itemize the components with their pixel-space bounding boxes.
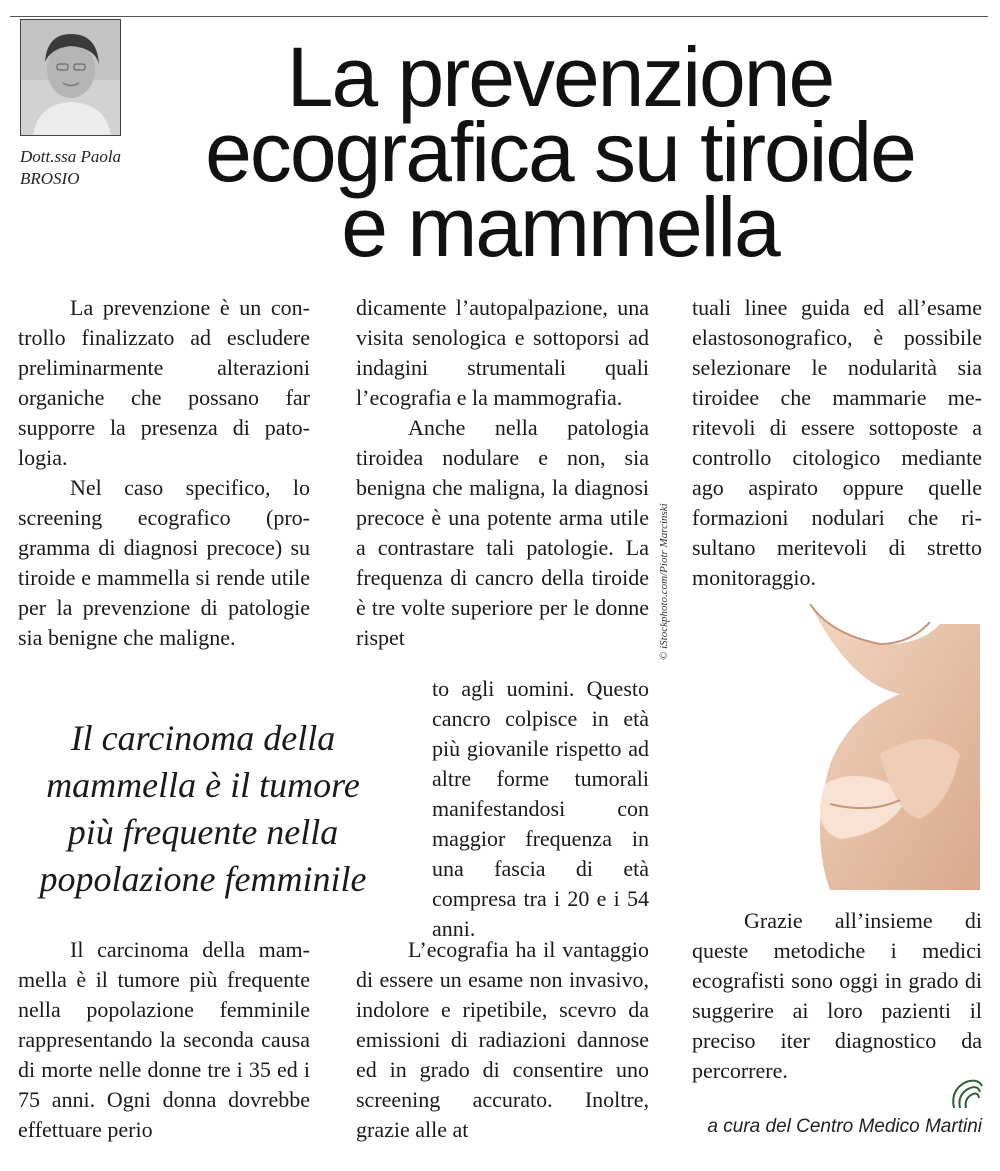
paragraph: Grazie all’insieme di queste metodiche i medici ecografisti sono oggi in grado di suggerire ai loro pazienti il preciso iter diagnostico da percorrere. [692, 908, 982, 1083]
headline [130, 30, 990, 274]
column2-inset [432, 674, 649, 944]
paragraph: to agli uomini. Questo cancro colpisce in età più giovanile rispetto ad altre forme tumorali manifestandosi con maggior frequenza in una fascia di età compresa tra i 20 e i 54 anni. [432, 676, 649, 941]
headline-line1: La prevenzione [286, 30, 834, 124]
author-name-line1: Dott.ssa Paola [20, 147, 122, 166]
paragraph: Il carcinoma della mammella è il tumore più frequente nella popolazione femminile rappresentando la seconda causa di morte nelle donne tre i 35 ed i 75 anni. Ogni donna dovrebbe effettuare perio [18, 937, 310, 1142]
photo-credit: © iStockphoto.com/Piotr Marcinski [658, 503, 670, 660]
paragraph: L’ecografia ha il vantaggio di essere un esame non invasivo, indolore e ripetibile, scevro da emissioni di radiazioni dannose ed in grado di consentire uno screening accurato. Inoltre, grazie alle at [356, 937, 649, 1142]
column3-top [692, 293, 982, 593]
column1-top [18, 293, 310, 653]
headline-line3: e mammella [341, 180, 779, 274]
headline-line2: ecografica su tiroide [205, 105, 915, 199]
wave-logo-icon [946, 1074, 986, 1114]
pull-quote-line: popolazione femminile [39, 859, 367, 899]
paragraph: Anche nella patologia tiroidea nodulare e non, sia benigna che maligna, la diagnosi precoce è una potente arma utile a contrastare tali patologie. La frequenza di cancro della tiroide è tre volte superiore per le donne rispet [356, 415, 649, 650]
column2-bottom [356, 935, 649, 1145]
pull-quote-line: più frequente nella [67, 812, 339, 852]
paragraph: tuali linee guida ed all’esame elastosonografico, è possibile selezionare le nodularità sia tiroidee che mammarie meritevoli di essere sottoposte a controllo citologico mediante ago aspirato oppure quelle formazioni nodulari che risultano meritevoli di stretto monitoraggio. [692, 295, 982, 590]
pull-quote-line: mammella è il tumore [46, 765, 360, 805]
paragraph: La prevenzione è un controllo finalizzato ad escludere preliminarmente alterazioni organiche che possano far supporre la presenza di patologia. [18, 295, 310, 470]
column3-bottom [692, 906, 982, 1086]
pull-quote [18, 715, 388, 903]
top-rule [10, 16, 988, 17]
paragraph: Nel caso specifico, lo screening ecografico (programma di diagnosi precoce) su tiroide e mammella si rende utile per la prevenzione di patologie sia benigne che maligne. [18, 475, 310, 650]
paragraph: dicamente l’autopalpazione, una visita senologica e sottoporsi ad indagini strumentali quali l’ecografia e la mammografia. [356, 295, 649, 410]
footer-credit: a cura del Centro Medico Martini [707, 1116, 982, 1137]
author-name-line2: BROSIO [20, 169, 80, 188]
pull-quote-line: Il carcinoma della [70, 718, 336, 758]
article-photo [770, 604, 980, 890]
column1-bottom [18, 935, 310, 1145]
author-photo [20, 19, 121, 136]
column2-top [356, 293, 649, 653]
